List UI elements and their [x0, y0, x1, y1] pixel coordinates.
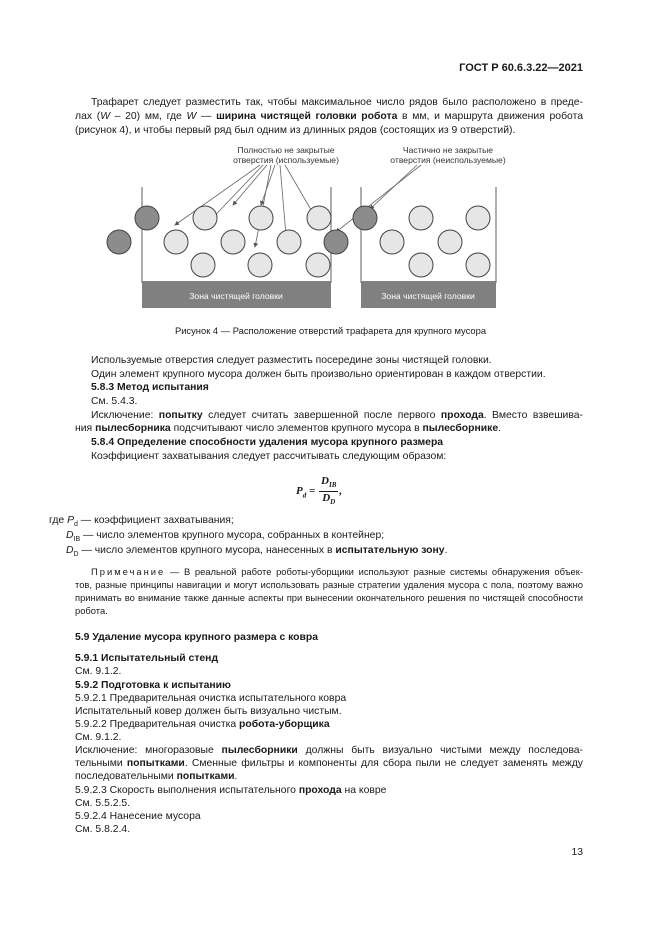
paragraph: Исключение: попытку следует считать завершенной после первого прохода. Вместо взвешива-: [91, 410, 583, 421]
where-line-2: $D_{IB}$ — число элементов крупного мусора, собранных в контейнер;: [66, 530, 385, 544]
hole-circle: [277, 230, 301, 254]
paragraph: Один элемент крупного мусора должен быть произвольно ориентирован в каждом отверстии.: [91, 369, 546, 380]
hole-circle: [438, 230, 462, 254]
figure-4-diagram: [95, 135, 515, 315]
hole-circle: [466, 253, 490, 277]
zone-label-left: Зона чистящей головки: [189, 291, 283, 301]
section-heading-5-9-2: 5.9.2 Подготовка к испытанию: [75, 680, 231, 691]
intro-line-3: (рисунок 4), и чтобы первый ряд был одним из длинных рядов (состоящих из 9 отверстий).: [75, 125, 516, 136]
right-panel: [324, 145, 514, 308]
paragraph: 5.9.2.1 Предварительная очистка испытательного ковра: [75, 693, 347, 704]
left-panel: [107, 145, 339, 308]
left-label-line-1: Полностью не закрытые: [237, 145, 335, 155]
document-id-header: ГОСТ Р 60.6.3.22—2021: [459, 62, 583, 74]
where-line-3: $D_D$ — число элементов крупного мусора, нанесенных в испытательную зону.: [66, 545, 448, 559]
hole-circle: [409, 206, 433, 230]
paragraph: См. 9.1.2.: [75, 732, 122, 743]
paragraph: Испытательный ковер должен быть визуально чистым.: [75, 706, 342, 717]
paragraph: См. 5.4.3.: [91, 396, 138, 407]
section-heading-5-9-1: 5.9.1 Испытательный стенд: [75, 653, 219, 664]
hole-circle: [221, 230, 245, 254]
paragraph: См. 5.5.2.5.: [75, 798, 131, 809]
right-label-line-2: отверстия (неиспользуемые): [390, 155, 506, 165]
section-heading-5-9: 5.9 Удаление мусора крупного размера с ковра: [75, 632, 319, 643]
page-number: 13: [571, 847, 583, 858]
intro-line-2: лах (W – 20) мм, где W — ширина чистящей головки робота в мм, и маршрута движения робота: [75, 111, 583, 122]
section-heading-5-8-4: 5.8.4 Определение способности удаления мусора крупного размера: [91, 437, 444, 448]
hole-circle: [191, 253, 215, 277]
paragraph: последовательными попытками.: [75, 771, 238, 782]
left-label-line-2: отверстия (используемые): [233, 155, 339, 165]
hole-circle: [324, 230, 348, 254]
note-line-3: принимать во внимание также данные аспекты при вынесении окончательного решения по чистящей способности: [75, 592, 583, 603]
note-line-4: робота.: [75, 605, 108, 616]
hole-circle: [164, 230, 188, 254]
paragraph: 5.9.2.4 Нанесение мусора: [75, 811, 201, 822]
where-line-1: где $P_d$ — коэффициент захватывания;: [49, 515, 234, 529]
paragraph: Коэффициент захватывания следует рассчитывать следующим образом:: [91, 451, 447, 462]
hole-circle: [248, 253, 272, 277]
paragraph: Исключение: многоразовые пылесборники должны быть визуально чистыми между последова-: [75, 745, 584, 756]
note-line-2: тов, разные принципы навигации и могут использовать разные стратегии удаления мусора с пола, поэтому важно: [75, 579, 583, 590]
paragraph: тельными попытками. Сменные фильтры и компоненты для сбора пыли не следует заменять между: [75, 758, 584, 769]
right-arrows: [336, 165, 421, 232]
hole-circle: [193, 206, 217, 230]
right-label-line-1: Частично не закрытые: [402, 145, 494, 155]
hole-circle: [135, 206, 159, 230]
hole-circle: [306, 253, 330, 277]
section-heading-5-8-3: 5.8.3 Метод испытания: [91, 382, 209, 393]
hole-circle: [409, 253, 433, 277]
paragraph: 5.9.2.2 Предварительная очистка робота-уборщика: [75, 719, 330, 730]
paragraph: См. 9.1.2.: [75, 666, 122, 677]
paragraph: См. 5.8.2.4.: [75, 824, 131, 835]
paragraph: Используемые отверстия следует разместить посередине зоны чистящей головки.: [91, 355, 492, 366]
hole-circle: [380, 230, 404, 254]
paragraph: ния пылесборника подсчитывают число элементов крупного мусора в пылесборнике.: [75, 423, 502, 434]
formula-pd: $P_d$ = $\frac{D_{IB}}{D_D}$ ,: [296, 475, 343, 507]
hole-circle: [353, 206, 377, 230]
figure-caption: Рисунок 4 — Расположение отверстий трафарета для крупного мусора: [174, 325, 487, 336]
note-line-1: Примечание — В реальной работе роботы-уборщики используют разные системы обнаружения объек-: [91, 566, 583, 577]
zone-label-right: Зона чистящей головки: [381, 291, 475, 301]
hole-circle: [466, 206, 490, 230]
intro-line-1: Трафарет следует разместить так, чтобы максимальное число рядов было расположено в преде-: [91, 97, 583, 108]
hole-circle: [249, 206, 273, 230]
formula-fraction: $\frac{D_{IB}}{D_D}$: [321, 475, 337, 507]
hole-circle: [307, 206, 331, 230]
paragraph: 5.9.2.3 Скорость выполнения испытательного прохода на ковре: [75, 785, 387, 796]
hole-circle: [107, 230, 131, 254]
